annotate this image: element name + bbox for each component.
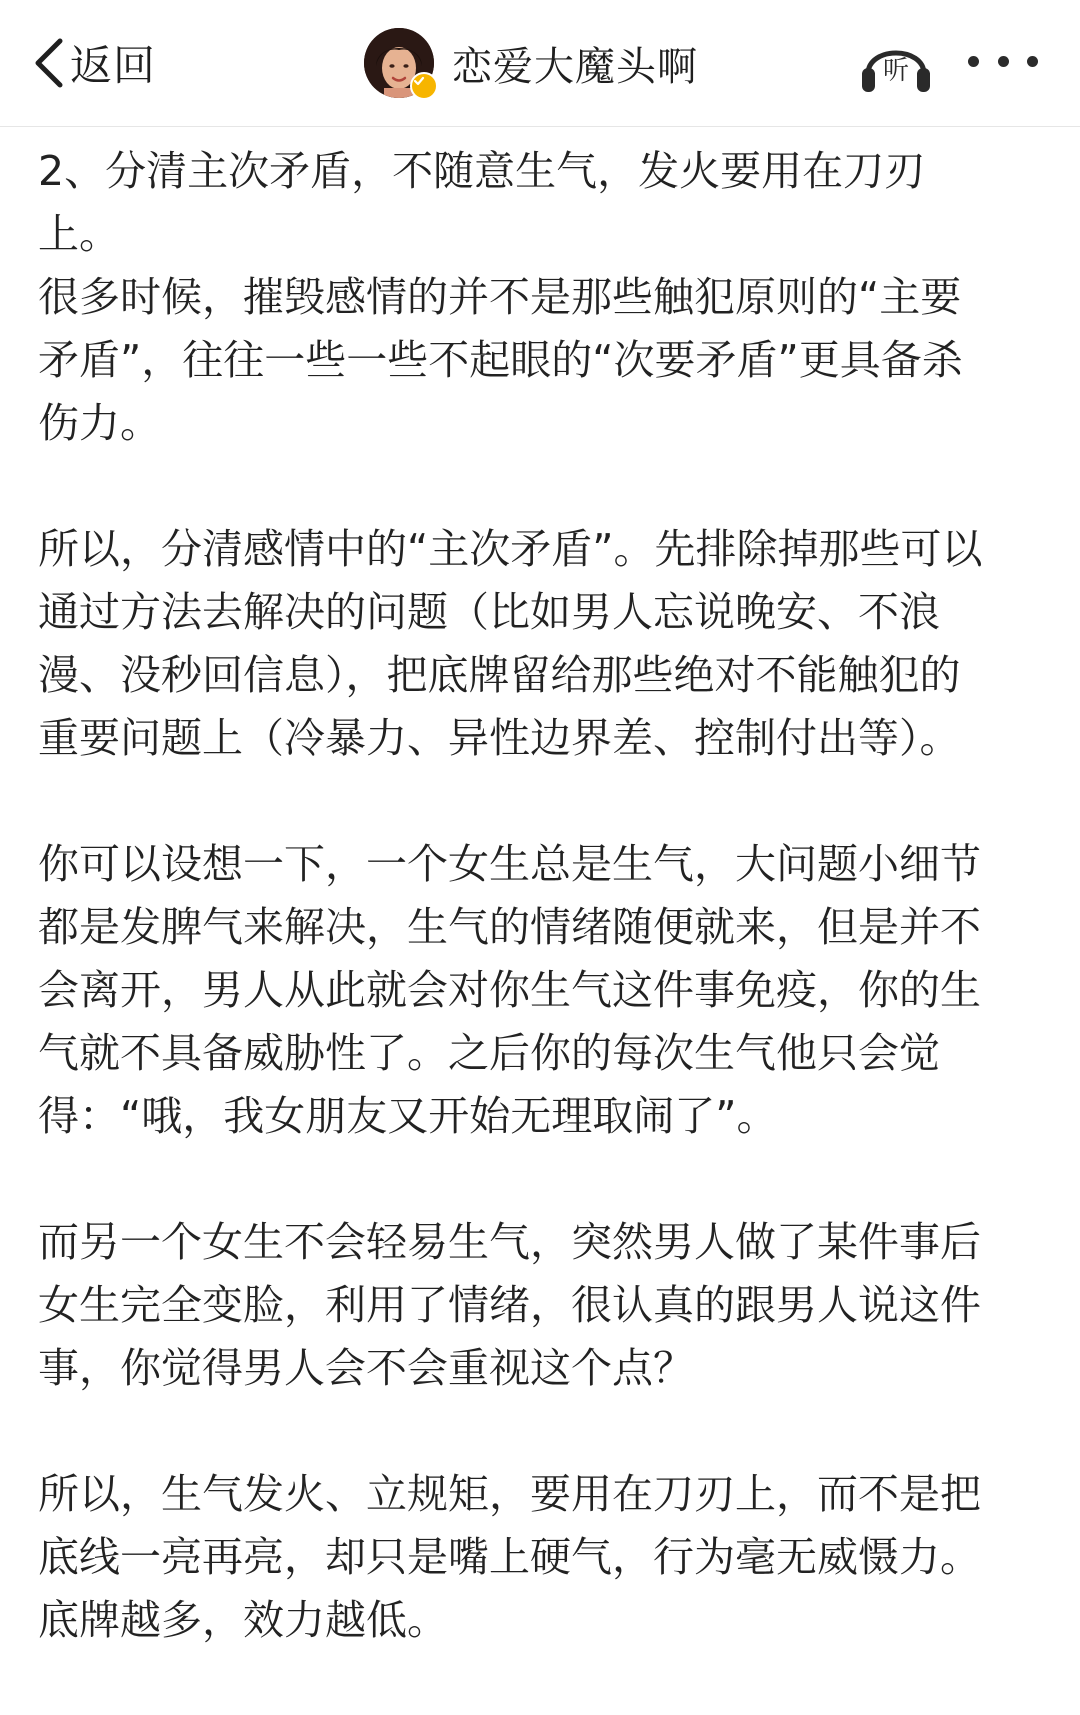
top-navigation-bar <box>0 0 1080 127</box>
text-line: 女生完全变脸，利用了情绪，很认真的跟男人说这件 <box>38 1281 981 1329</box>
text-line: 得：“哦，我女朋友又开始无理取闹了”。 <box>38 1092 778 1140</box>
more-icon-dot <box>998 56 1009 67</box>
article-paragraph <box>38 1211 1038 1400</box>
article-paragraph <box>38 833 1038 1148</box>
article-paragraph <box>38 518 1038 770</box>
text-line: 很多时候，摧毁感情的并不是那些触犯原则的“主要 <box>38 273 962 321</box>
text-line: 事，你觉得男人会不会重视这个点？ <box>38 1344 694 1392</box>
more-options-button[interactable] <box>968 46 1038 76</box>
chevron-left-icon <box>30 35 66 91</box>
text-line: 伤力。 <box>38 399 161 447</box>
text-line: 重要问题上（冷暴力、异性边界差、控制付出等）。 <box>38 714 961 762</box>
article-paragraph <box>38 1463 1038 1652</box>
back-label: 返回 <box>70 41 157 90</box>
text-line: 所以，生气发火、立规矩，要用在刀刃上，而不是把 <box>38 1470 981 1518</box>
text-line: 你可以设想一下，一个女生总是生气，大问题小细节 <box>38 840 981 888</box>
listen-button[interactable] <box>858 30 934 96</box>
text-line: 而另一个女生不会轻易生气，突然男人做了某件事后 <box>38 1218 981 1266</box>
text-line: 底线一亮再亮，却只是嘴上硬气，行为毫无威慑力。 <box>38 1533 981 1581</box>
author-profile[interactable] <box>364 27 698 99</box>
avatar[interactable] <box>364 28 434 98</box>
back-button[interactable] <box>30 32 156 94</box>
listen-label: 听 <box>882 56 909 86</box>
article-paragraph <box>38 140 1038 455</box>
text-line: 气就不具备威胁性了。之后你的每次生气他只会觉 <box>38 1029 940 1077</box>
text-line: 2、分清主次矛盾，不随意生气，发火要用在刀刃 <box>38 147 926 195</box>
verified-icon <box>410 72 438 100</box>
text-line: 会离开，男人从此就会对你生气这件事免疫，你的生 <box>38 966 981 1014</box>
text-line: 上。 <box>38 210 120 258</box>
author-name[interactable]: 恋爱大魔头啊 <box>452 43 698 90</box>
text-line: 通过方法去解决的问题（比如男人忘说晚安、不浪 <box>38 588 940 636</box>
text-line: 矛盾”，往往一些一些不起眼的“次要矛盾”更具备杀 <box>38 336 963 384</box>
text-line: 都是发脾气来解决，生气的情绪随便就来，但是并不 <box>38 903 981 951</box>
article-body <box>38 140 1038 1715</box>
text-line: 底牌越多，效力越低。 <box>38 1596 448 1644</box>
text-line: 漫、没秒回信息），把底牌留给那些绝对不能触犯的 <box>38 651 961 699</box>
more-icon-dot <box>1027 56 1038 67</box>
text-line: 所以，分清感情中的“主次矛盾”。先排除掉那些可以 <box>38 525 983 573</box>
more-icon-dot <box>968 56 979 67</box>
